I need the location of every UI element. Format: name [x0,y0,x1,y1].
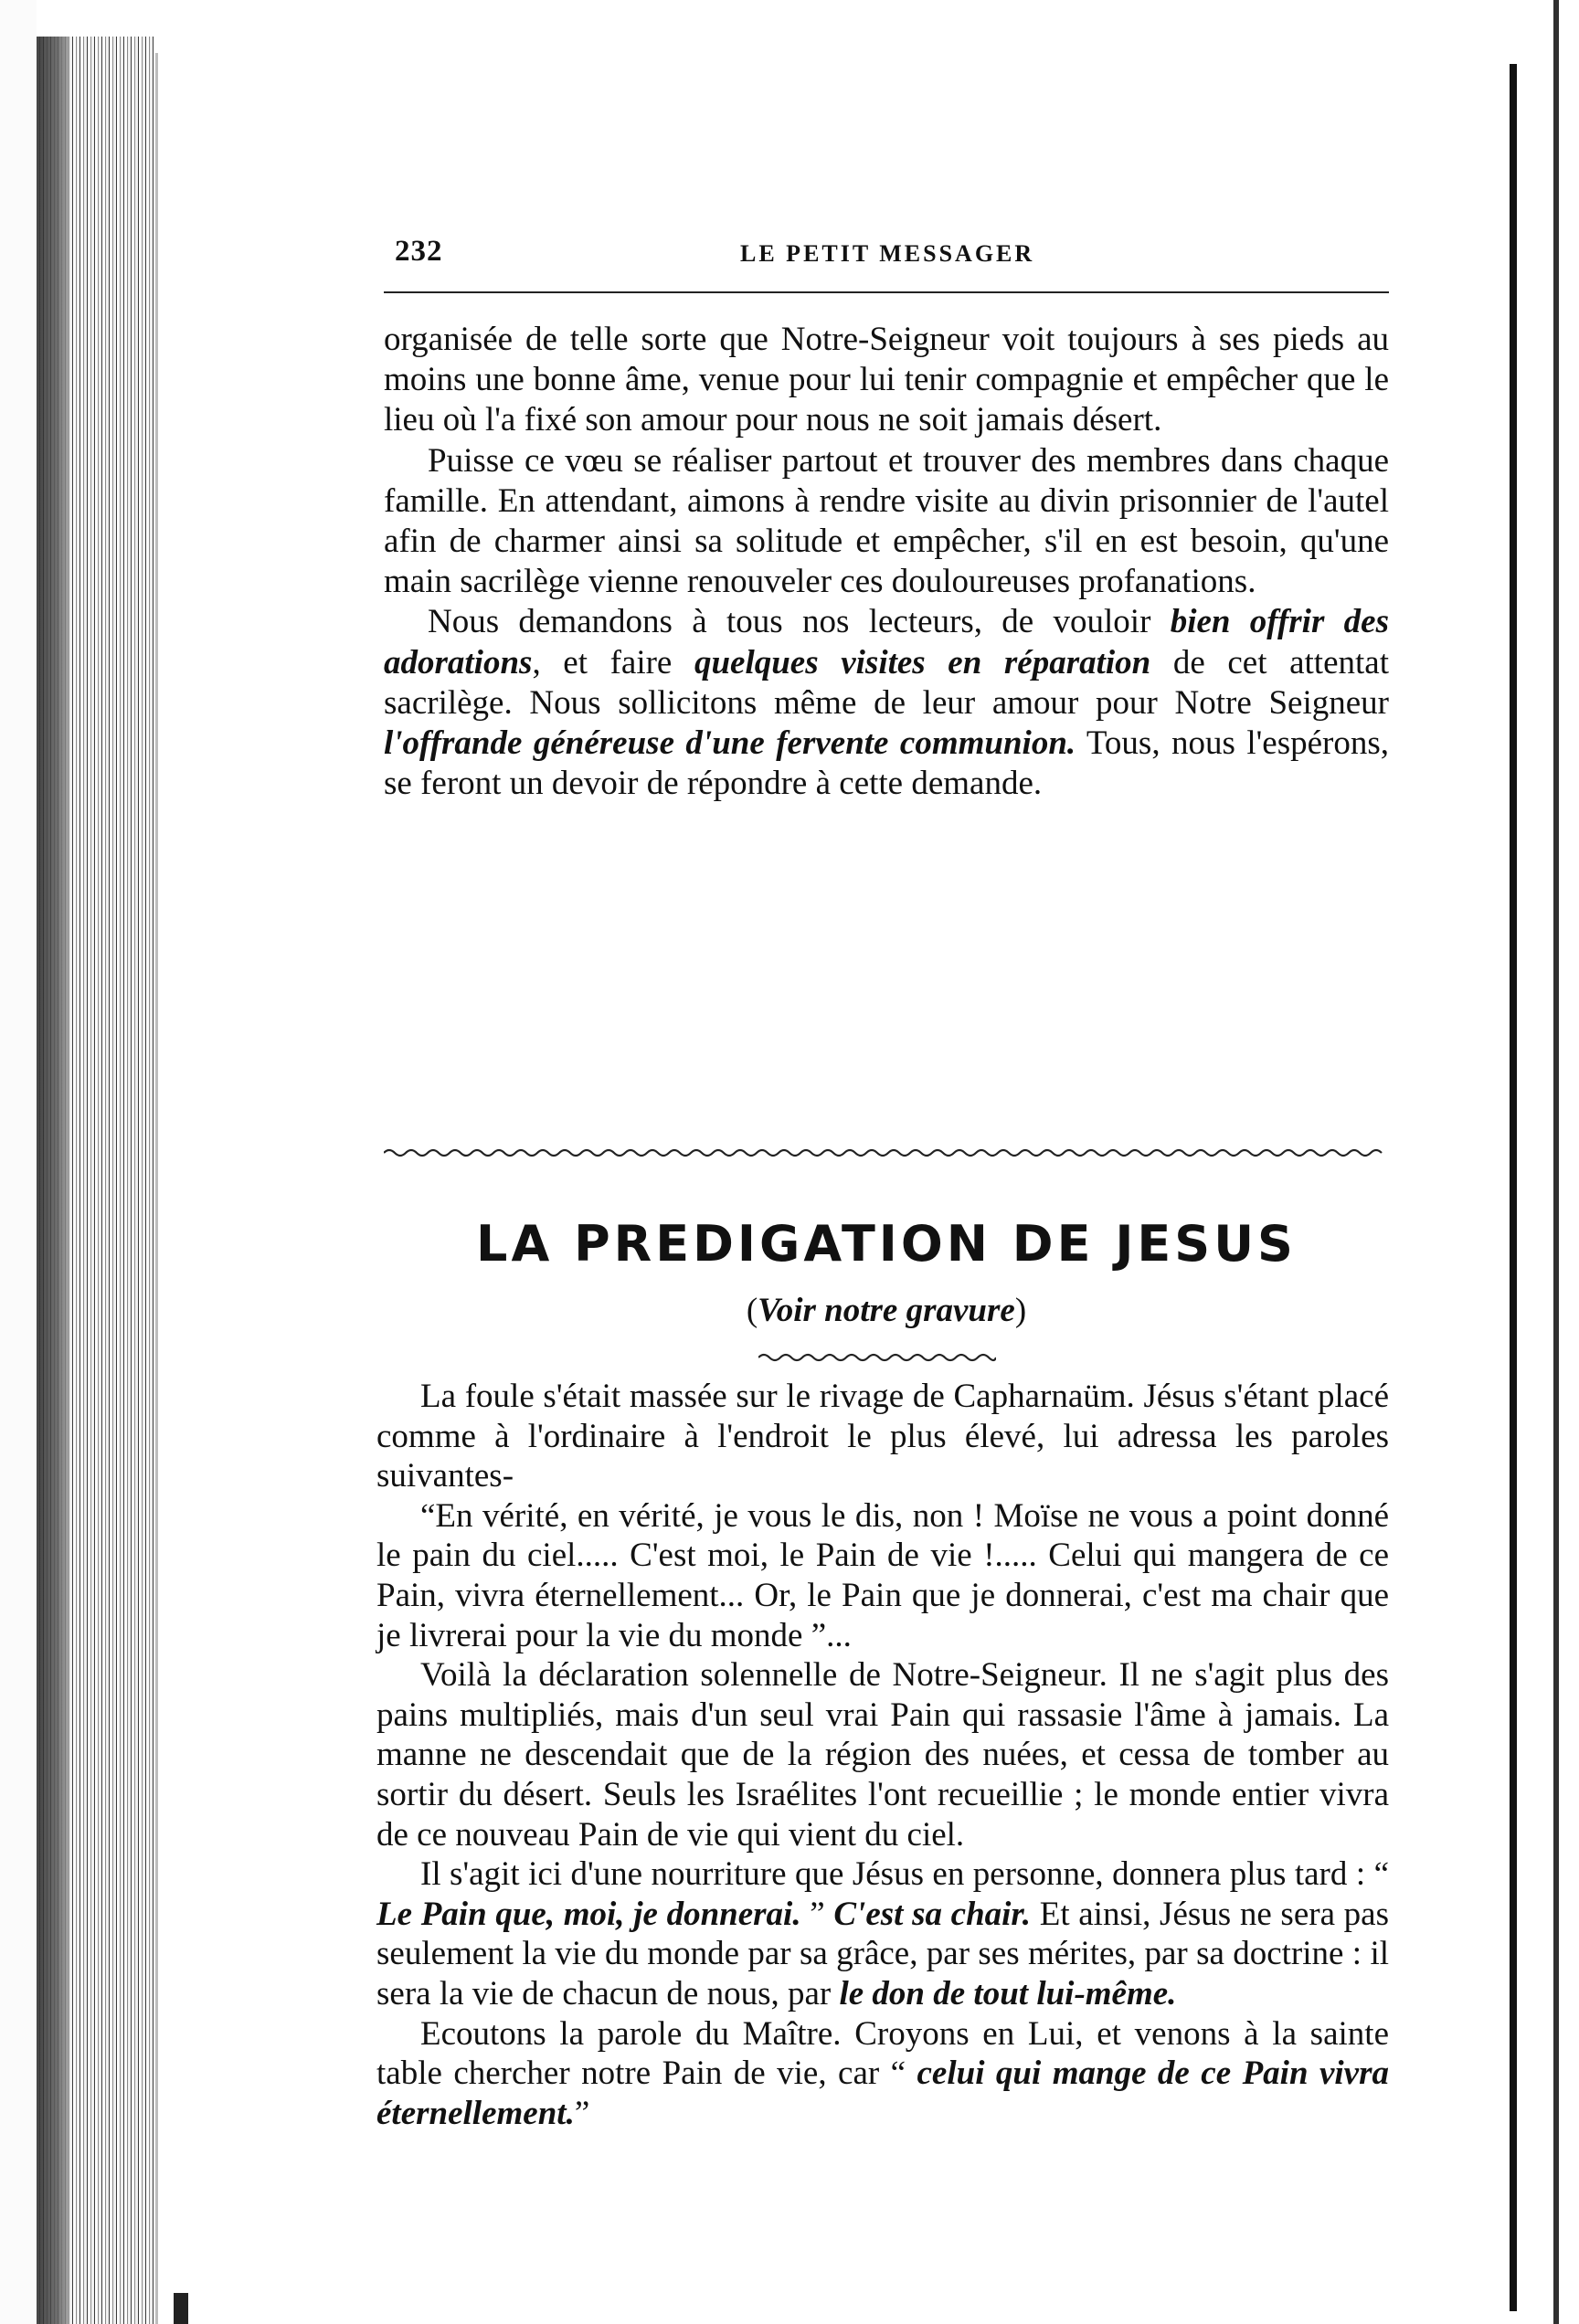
section-title [384,1215,1389,1273]
emphasis: quelques visites en réparation [694,643,1151,681]
text-run: Il s'agit ici d'une nourriture que Jésus en personne, donnera plus tard : “ [420,1855,1389,1894]
text-run: Nous demandons à tous nos lecteurs, de vouloir [428,603,1171,641]
paragraph [376,2014,1389,2134]
text-run: Tous, nous l'espérons, se feront un devoir de répondre à cette demande. [384,724,1389,803]
scan-artifact [174,2293,188,2324]
paragraph: Puisse ce vœu se réaliser partout et trouver des membres dans chaque famille. En attendant, aimons à rendre visite au divin prisonnier de l'autel afin de charmer ainsi sa solitude et empêcher, s'il en est besoin, qu'une main sacrilège vienne renouveler ces douloureuses profanations. [384,441,1389,601]
page-right-edge [1510,64,1517,2311]
article-body [376,1377,1389,2133]
emphasis: C'est sa chair. [833,1895,1032,1933]
emphasis: l'offrande généreuse d'une fervente communion. [384,724,1076,763]
paragraph: Voilà la déclaration solennelle de Notre-Seigneur. Il ne s'agit plus des pains multipliés, mais d'un seul vrai Pain qui rassasie l'âme à jamais. La manne ne descendait que de la région des nuées, et cessa de tomber au sortir du désert. Seuls les Israélites l'ont recueillie ; le monde entier vivra de ce nouveau Pain de vie qui vient du ciel. [376,1656,1389,1854]
header-rule [384,291,1389,293]
paragraph [384,602,1389,804]
emphasis: le don de tout lui-même. [839,1974,1177,2012]
short-wavy-divider [758,1351,996,1364]
text-run: de cet attentat sacrilège. Nous sollicitons même de leur amour pour Notre Seigneur [384,643,1389,722]
title-word: DE [1012,1215,1095,1273]
emphasis: Le Pain que, moi, je donnerai. [376,1895,801,1933]
text-run: ” [800,1895,834,1933]
paragraph: La foule s'était massée sur le rivage de Capharnaüm. Jésus s'étant placé comme à l'ordinaire à l'endroit le plus élevé, lui adressa les paroles suivantes- [376,1378,1389,1495]
emphasis: bien offrir des adorations [384,603,1389,681]
text-run: , et faire [532,643,694,681]
paragraph [376,1854,1389,2013]
wavy-divider [384,1146,1384,1159]
page-content [376,224,1389,2132]
text-run: Et ainsi, Jésus ne sera pas seulement la vie du monde par sa grâce, par ses mérites, par sa doctrine : il sera la vie de chacun de nous, par [376,1895,1389,2012]
book-spine-shadow [37,37,69,2324]
title-word: PREDIGATION [574,1215,991,1273]
paragraph: “En vérité, en vérité, je vous le dis, non ! Moïse ne vous a point donné le pain du ciel..... C'est moi, le Pain de vie !..... Celui qui mangera de ce Pain, vivra éternellement... Or, le Pain que je donnerai, c'est ma chair que je livrerai pour la vie du monde ”... [376,1496,1389,1654]
text-run: ” [574,2094,590,2132]
running-title: LE PETIT MESSAGER [740,240,1035,267]
emphasis: celui qui mange de ce Pain vivra éternellement. [376,2055,1389,2132]
scan-right-border [1553,0,1559,2324]
section-subtitle [384,1291,1389,1330]
title-word: LA [476,1215,554,1273]
paren: ( [746,1292,758,1329]
text-run: Ecoutons la parole du Maître. Croyons en Lui, et venons à la sainte table chercher notre Pain de vie, car “ [376,2014,1389,2093]
page-number: 232 [395,235,443,268]
title-word: JESUS [1115,1215,1297,1273]
scan-margin [0,0,37,2324]
article-continuation [384,320,1389,804]
page-header [384,224,1389,279]
paren: ) [1014,1292,1027,1329]
subtitle-text: Voir notre gravure [758,1292,1015,1329]
paragraph: organisée de telle sorte que Notre-Seigneur voit toujours à ses pieds au moins une bonne âme, venue pour lui tenir compagnie et empêcher que le lieu où l'a fixé son amour pour nous ne soit jamais désert. [384,321,1389,439]
